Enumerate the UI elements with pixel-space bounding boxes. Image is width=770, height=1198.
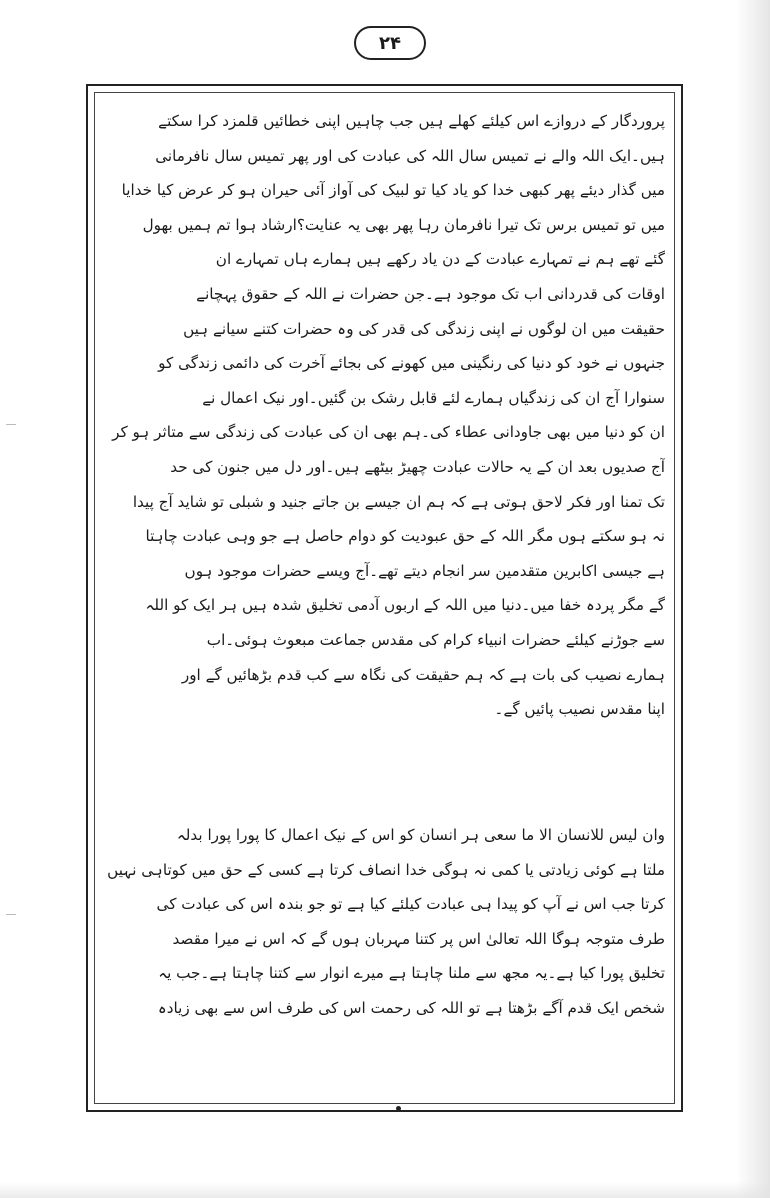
text-line: پروردگار کے دروازے اس کیلئے کھلے ہیں جب چاہیں اپنی خطائیں قلمزد کرا سکتے <box>158 112 665 130</box>
text-line: ہمارے نصیب کی بات ہے کہ ہم حقیقت کی نگاہ سے کب قدم بڑھائیں گے اور <box>181 665 665 684</box>
paragraph-1 <box>106 104 665 727</box>
text-line: وان لیس للانسان الا ما سعی ہر انسان کو اس کے نیک اعمال کا پورا پورا بدلہ <box>176 826 665 844</box>
text-line: ملتا ہے کوئی زیادتی یا کمی نہ ہوگی خدا انصاف کرتا ہے کسی کے حق میں کوتاہی نہیں <box>107 860 665 879</box>
text-line: ان کو دنیا میں بھی جاودانی عطاء کی۔ہم بھی ان کی عبادت کی زندگی سے متاثر ہو کر <box>112 423 665 442</box>
bottom-dot <box>396 1106 401 1111</box>
margin-mark <box>6 914 16 915</box>
text-line: شخص ایک قدم آگے بڑھتا ہے تو اللہ کی رحمت اس کی طرف اس سے بھی زیادہ <box>157 998 665 1017</box>
text-line: تک تمنا اور فکر لاحق ہوتی ہے کہ ہم ان جیسے بن جاتے جنید و شبلی تو شاید آج پیدا <box>132 492 665 511</box>
page-number: ۲۴ <box>354 26 426 60</box>
text-line: سے جوڑنے کیلئے حضرات انبیاء کرام کی مقدس جماعت مبعوث ہوئی۔اب <box>206 630 665 649</box>
text-line: سنوارا آج ان کی زندگیاں ہمارے لئے قابل رشک بن گئیں۔اور نیک اعمال نے <box>202 388 665 407</box>
text-line: ہیں۔ایک اللہ والے نے تمیس سال اللہ کی عبادت کی اور پھر تمیس سال نافرمانی <box>155 146 665 165</box>
page-edge-shadow <box>736 0 770 1198</box>
text-line: اپنا مقدس نصیب پائیں گے۔ <box>494 700 665 719</box>
text-line: اوقات کی قدردانی اب تک موجود ہے۔جن حضرات نے اللہ کے حقوق پہچانے <box>196 284 665 303</box>
text-line: گے مگر پردہ خفا میں۔دنیا میں اللہ کے اربوں آدمی تخلیق شدہ ہیں ہر ایک کو اللہ <box>145 596 665 615</box>
margin-mark <box>6 424 16 425</box>
text-line: جنہوں نے خود کو دنیا کی رنگینی میں کھونے کی بجائے آخرت کی دائمی زندگی کو <box>158 354 665 373</box>
paragraph-2 <box>106 818 665 1026</box>
text-line: میں تو تمیس برس تک تیرا نافرمان رہا پھر بھی یہ عنایت؟ارشاد ہوا تم ہمیں بھول <box>142 215 665 234</box>
text-line: طرف متوجہ ہوگا اللہ تعالیٰ اس پر کتنا مہربان ہوں گے کہ اس نے میرا مقصد <box>172 929 665 948</box>
text-line: ہے جیسی اکابرین متقدمین سر انجام دیتے تھے۔آج ویسے حضرات موجود ہوں <box>184 561 665 580</box>
text-line: حقیقت میں ان لوگوں نے اپنی زندگی کی قدر کی وہ حضرات کتنے سیانے ہیں <box>183 319 665 338</box>
text-line: گئے تھے ہم نے تمہارے عبادت کے دن یاد رکھے ہیں ہمارے ہاں تمہارے ان <box>215 250 665 269</box>
text-line: نہ ہو سکتے ہوں مگر اللہ کے حق عبودیت کو دوام حاصل ہے جو وہی عبادت چاہتا <box>145 527 665 546</box>
page-bottom-shadow <box>0 1182 770 1198</box>
text-line: آج صدیوں بعد ان کے یہ حالات عبادت چھیڑ بیٹھے ہیں۔اور دل میں جنون کی حد <box>170 457 665 476</box>
text-line: تخلیق پورا کیا ہے۔یہ مجھ سے ملنا چاہتا ہے میرے انوار سے کتنا چاہتا ہے۔جب یہ <box>158 964 665 983</box>
text-frame <box>86 84 683 1112</box>
text-line: کرتا جب اس نے آپ کو پیدا ہی عبادت کیلئے کیا ہے تو جو بندہ اس کی عبادت کی <box>156 895 665 914</box>
text-line: میں گذار دیئے پھر کبھی خدا کو یاد کیا تو لبیک کی آواز آئی حیران ہو کر عرض کیا خدایا <box>121 181 665 200</box>
